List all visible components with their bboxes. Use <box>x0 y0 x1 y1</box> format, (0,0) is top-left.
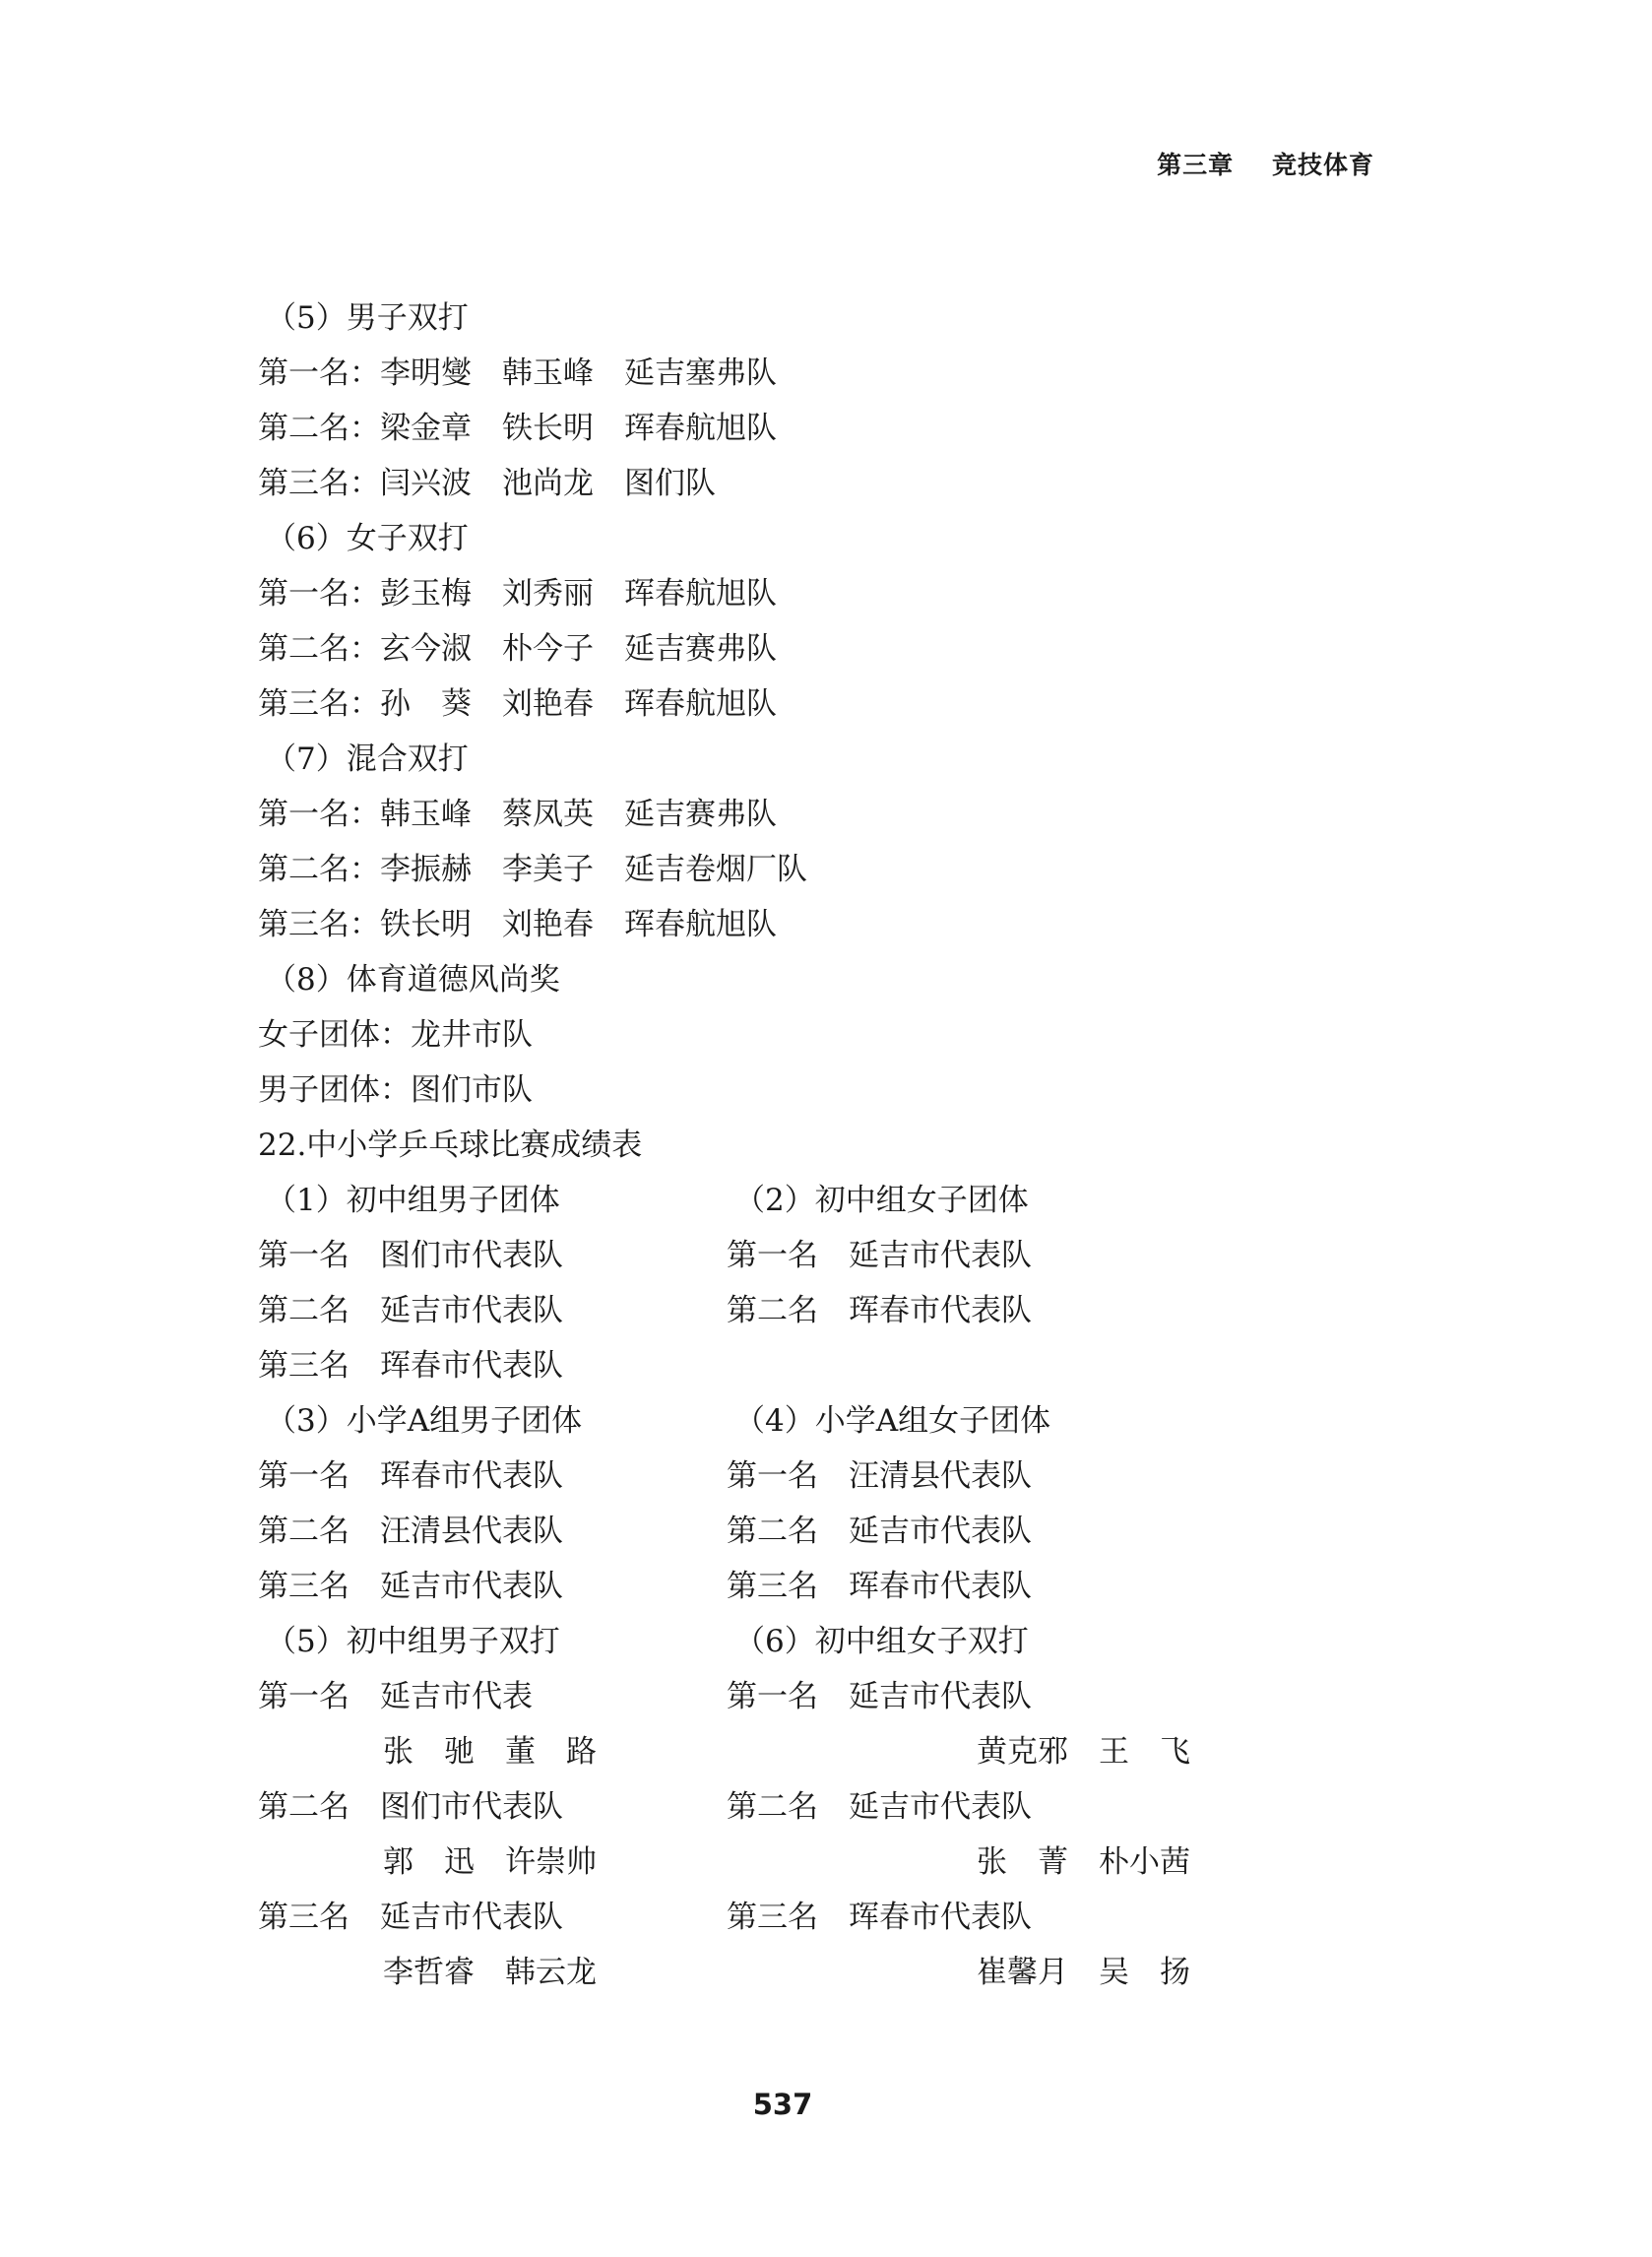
left-result: 第一名 珲春市代表队 <box>258 1458 563 1494</box>
right-player-names: 黄克邪 王 飞 <box>977 1734 1190 1770</box>
result-line: 第三名：闫兴波 池尚龙 图们队 <box>258 466 716 501</box>
result-line: 第二名：梁金章 铁长明 珲春航旭队 <box>258 411 777 446</box>
right-result: 第二名 延吉市代表队 <box>727 1789 1032 1825</box>
result-row <box>258 1779 1400 1835</box>
left-result: 第一名 图们市代表队 <box>258 1238 563 1273</box>
heading-row <box>258 1614 1400 1669</box>
running-header <box>1157 146 1374 181</box>
result-row <box>258 1835 1400 1890</box>
left-result: 第一名 延吉市代表 <box>258 1679 533 1714</box>
right-result <box>727 1338 1317 1393</box>
right-player-names: 张 菁 朴小茜 <box>977 1844 1190 1880</box>
result-row <box>258 1504 1400 1559</box>
right-player-names: 崔馨月 吴 扬 <box>977 1955 1190 1990</box>
left-result: 第三名 延吉市代表队 <box>258 1900 563 1935</box>
result-line: 第三名：孙 葵 刘艳春 珲春航旭队 <box>258 686 777 722</box>
result-row <box>258 1338 1400 1393</box>
result-line: 第二名：李振赫 李美子 延吉卷烟厂队 <box>258 852 807 887</box>
result-row <box>258 1669 1400 1724</box>
result-line: 22.中小学乒乓球比赛成绩表 <box>258 1128 643 1163</box>
result-row <box>258 1890 1400 1945</box>
right-result: 第二名 珲春市代表队 <box>727 1293 1032 1328</box>
left-heading: （5）初中组男子双打 <box>266 1624 560 1659</box>
result-line: 第一名：韩玉峰 蔡凤英 延吉赛弗队 <box>258 797 777 832</box>
chapter-label: 第三章 <box>1157 151 1235 179</box>
left-result: 第二名 汪清县代表队 <box>258 1514 563 1549</box>
right-heading: （4）小学A组女子团体 <box>734 1403 1051 1439</box>
result-row <box>258 1559 1400 1614</box>
school-results-columns <box>258 1173 1400 2000</box>
heading-row <box>258 1173 1400 1228</box>
section-heading: （5）男子双打 <box>266 300 469 336</box>
result-line: 第一名：李明燮 韩玉峰 延吉塞弗队 <box>258 355 777 391</box>
result-line: 男子团体：图们市队 <box>258 1072 533 1108</box>
right-result: 第三名 珲春市代表队 <box>727 1569 1032 1604</box>
left-player-names: 郭 迅 许崇帅 <box>383 1844 597 1880</box>
result-row <box>258 1228 1400 1283</box>
right-heading: （6）初中组女子双打 <box>734 1624 1029 1659</box>
result-row <box>258 1945 1400 2000</box>
result-line: 第二名：玄今淑 朴今子 延吉赛弗队 <box>258 631 777 667</box>
left-result: 第三名 延吉市代表队 <box>258 1569 563 1604</box>
left-heading: （1）初中组男子团体 <box>266 1183 560 1218</box>
right-heading: （2）初中组女子团体 <box>734 1183 1029 1218</box>
result-row <box>258 1724 1400 1779</box>
right-result: 第三名 珲春市代表队 <box>727 1900 1032 1935</box>
right-result: 第一名 延吉市代表队 <box>727 1679 1032 1714</box>
result-line: 女子团体：龙井市队 <box>258 1017 533 1053</box>
result-row <box>258 1283 1400 1338</box>
section-heading: （8）体育道德风尚奖 <box>266 962 560 998</box>
left-player-names: 张 驰 董 路 <box>383 1734 597 1770</box>
left-result: 第二名 延吉市代表队 <box>258 1293 563 1328</box>
right-result: 第一名 延吉市代表队 <box>727 1238 1032 1273</box>
left-player-names: 李哲睿 韩云龙 <box>383 1955 597 1990</box>
left-heading: （3）小学A组男子团体 <box>266 1403 583 1439</box>
result-row <box>258 1449 1400 1504</box>
page-body <box>258 290 1400 2000</box>
left-result: 第二名 图们市代表队 <box>258 1789 563 1825</box>
result-line: 第三名：铁长明 刘艳春 珲春航旭队 <box>258 907 777 942</box>
heading-row <box>258 1393 1400 1449</box>
result-line: 第一名：彭玉梅 刘秀丽 珲春航旭队 <box>258 576 777 612</box>
right-result: 第一名 汪清县代表队 <box>727 1458 1032 1494</box>
chapter-title: 竞技体育 <box>1271 151 1374 179</box>
left-result: 第三名 珲春市代表队 <box>258 1348 563 1384</box>
page-number: 537 <box>752 2088 813 2121</box>
singles-doubles-results <box>258 290 1400 1173</box>
right-result: 第二名 延吉市代表队 <box>727 1514 1032 1549</box>
section-heading: （6）女子双打 <box>266 521 469 556</box>
section-heading: （7）混合双打 <box>266 742 469 777</box>
